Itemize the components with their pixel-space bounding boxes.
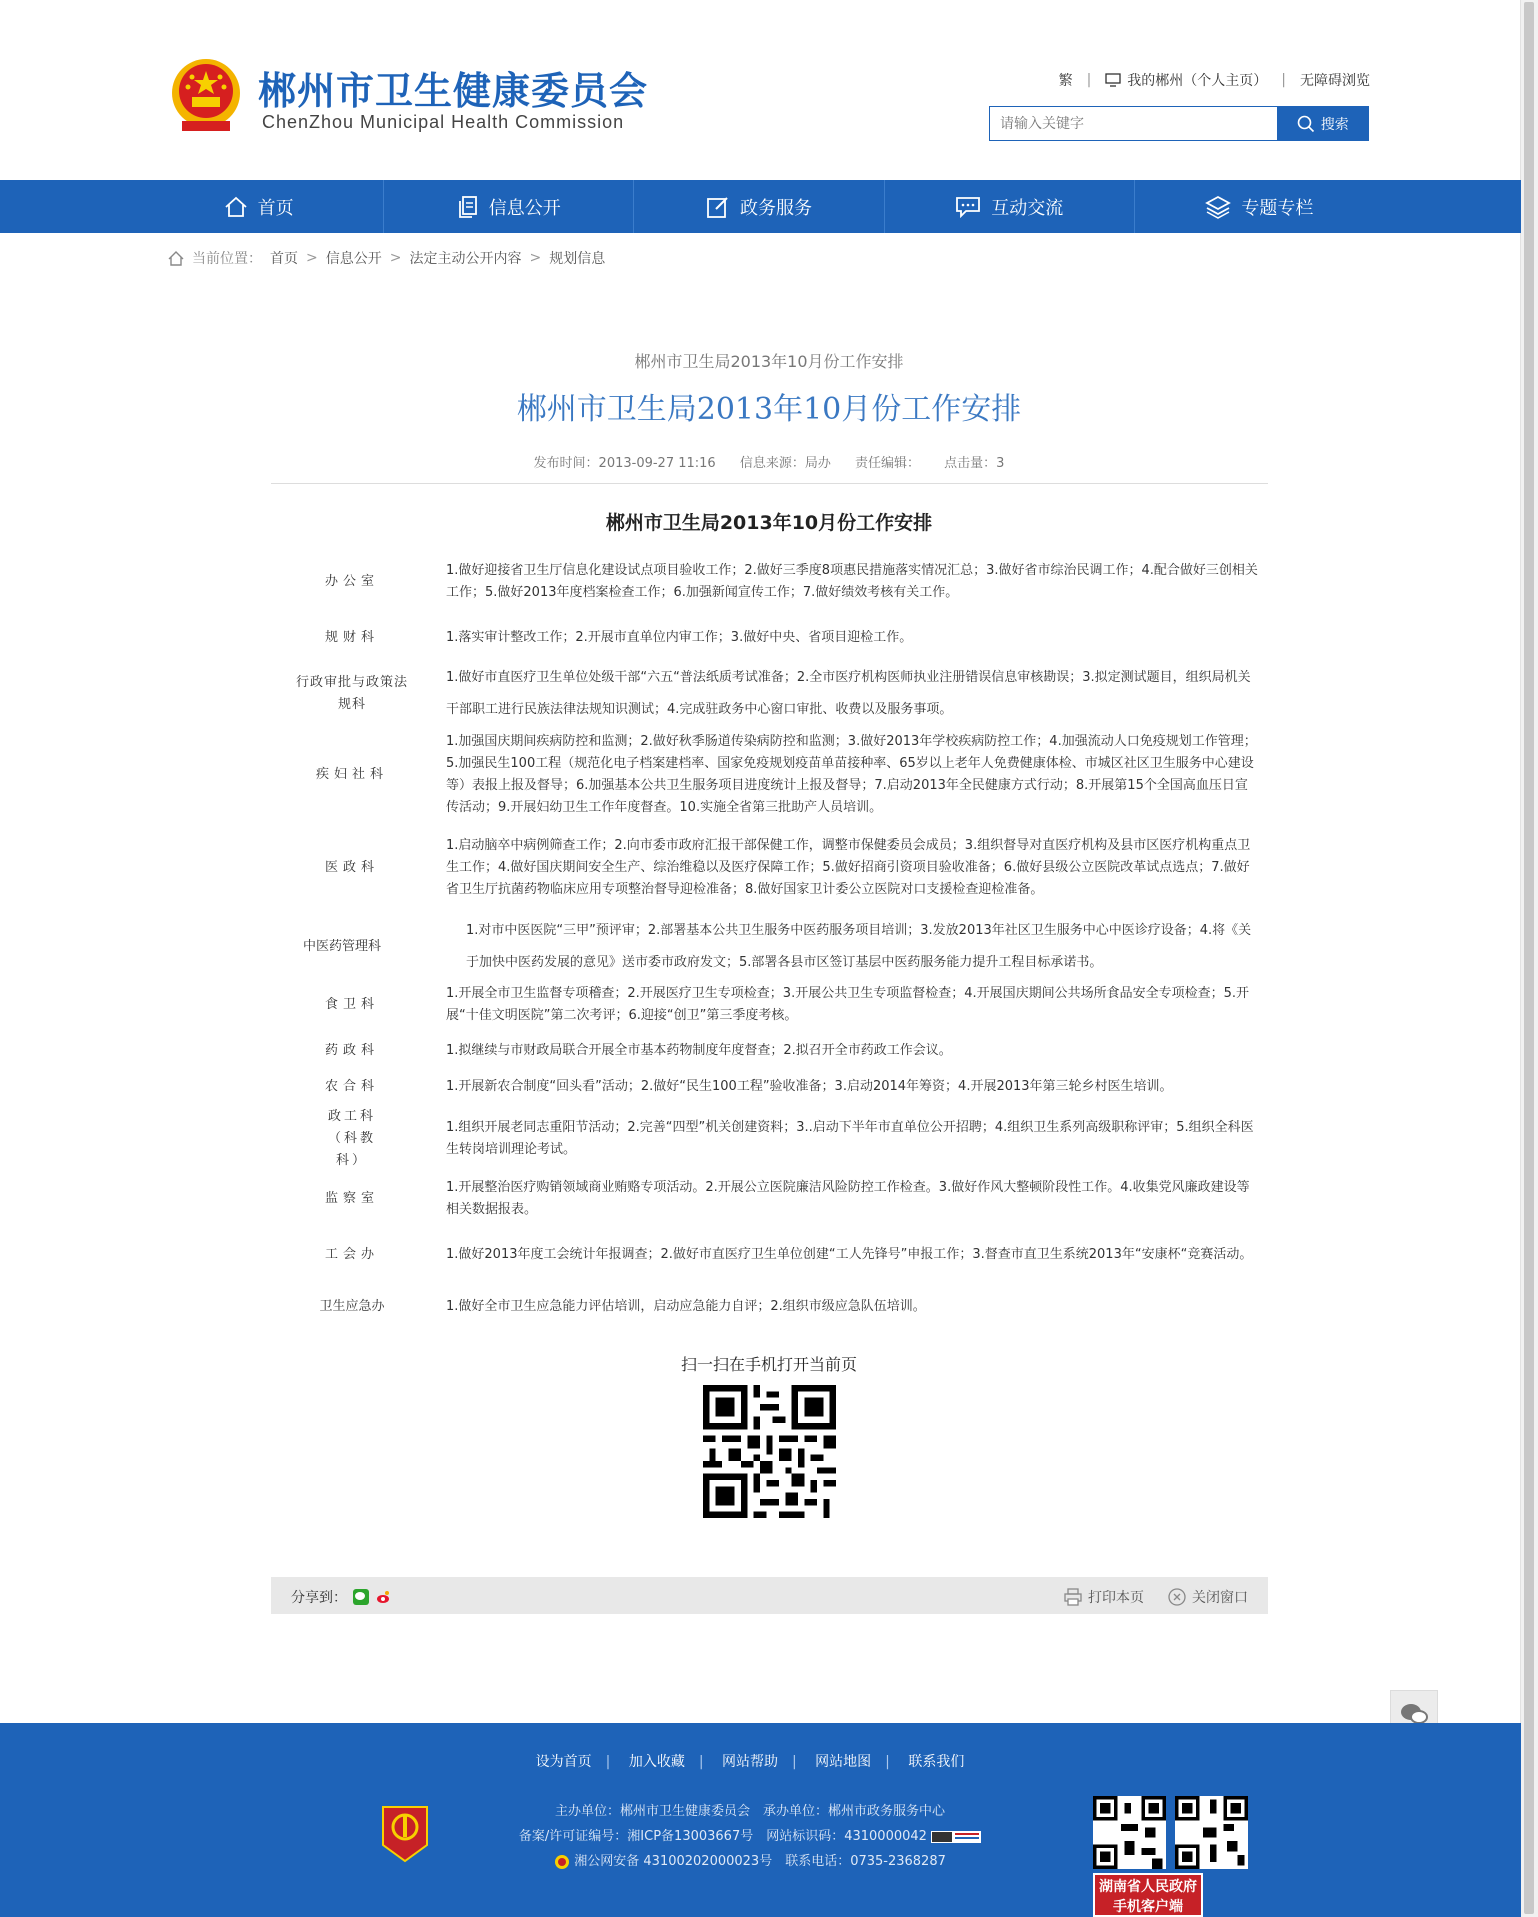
editor: 责任编辑： xyxy=(855,456,921,471)
department-name: 办公室 xyxy=(324,574,379,589)
chevron-right-icon: > xyxy=(389,250,402,266)
main-nav xyxy=(0,180,1521,233)
task-text: 1.组织开展老同志重阳节活动；2.完善“四型”机关创建资料；3..启动下半年市直单位公开招聘；4.组织卫生系列高级职称评审；5.组织全科医生转岗培训理论考试。 xyxy=(446,1120,1254,1157)
task-text: 1.启动脑卒中病例筛查工作；2.向市委市政府汇报干部保健工作，调整市保健委员会成员；3.组织督导对直医疗机构及县市区医疗机构重点卫生工作；4.做好国庆期间安全生产、综治维稳以及医疗保障工作；5.做好招商引资项目验收准备；6.做好县级公立医院改革试点选点；7.做好省卫生厅抗菌药物临床应用专项整治督导迎检准备；8.做好国家卫计委公立医院对口支援检查迎检准备。 xyxy=(446,838,1251,897)
task-text: 1.做好迎接省卫生厅信息化建设试点项目验收工作；2.做好三季度8项惠民措施落实情况汇总；3.做好省市综治民调工作；4.配合做好三创相关工作；5.做好2013年度档案检查工作；6.加强新闻宣传工作；7.做好绩效考核有关工作。 xyxy=(446,563,1258,600)
table-row xyxy=(280,1233,1260,1277)
info-source: 信息来源：局办 xyxy=(739,456,831,471)
table-row xyxy=(280,555,1260,609)
table-row xyxy=(280,621,1260,655)
department-name: 工会办 xyxy=(324,1247,379,1262)
footer-link[interactable]: 网站地图 xyxy=(815,1754,872,1770)
breadcrumb-item[interactable]: 法定主动公开内容 xyxy=(409,251,522,267)
monitor-icon xyxy=(1105,73,1121,87)
edit-icon xyxy=(706,195,730,219)
publish-time: 发布时间：2013-09-27 11:16 xyxy=(533,456,716,471)
nav-item-label: 互动交流 xyxy=(991,197,1064,219)
qr-code-icon xyxy=(703,1385,836,1518)
department-name: 规财科 xyxy=(324,630,379,645)
mobile-app-badge[interactable] xyxy=(1093,1873,1203,1917)
task-text: 1.做好全市卫生应急能力评估培训，启动应急能力自评；2.组织市级应急队伍培训。 xyxy=(446,1299,926,1314)
nav-item-label: 政务服务 xyxy=(740,197,812,219)
traditional-chinese-link[interactable]: 繁 xyxy=(1058,73,1073,89)
chevron-right-icon: > xyxy=(306,250,318,266)
accessibility-link[interactable]: 无障碍浏览 xyxy=(1300,73,1370,89)
scrollbar-thumb[interactable] xyxy=(1524,2,1534,1914)
article-title: 郴州市卫生局2013年10月份工作安排 xyxy=(516,392,1022,427)
breadcrumb-item[interactable]: 信息公开 xyxy=(325,251,382,267)
department-name: 农合科 xyxy=(324,1079,379,1094)
breadcrumb xyxy=(168,248,605,268)
close-icon xyxy=(1168,1588,1186,1606)
share-label: 分享到： xyxy=(291,1590,347,1606)
table-row xyxy=(280,1177,1260,1221)
table-row xyxy=(280,915,1260,979)
task-text: 1.对市中医医院“三甲”预评审；2.部署基本公共卫生服务中医药服务项目培训；3.发放2013年社区卫生服务中心中医诊疗设备；4.将《关于加快中医药发展的意见》送市委市政府发文；5.部署各县市区签订基层中医药服务能力提升工程目标承诺书。 xyxy=(466,923,1252,970)
site-name-english: ChenZhou Municipal Health Commission xyxy=(262,112,625,132)
table-row xyxy=(280,1039,1260,1063)
department-name: 卫生应急办 xyxy=(319,1299,385,1314)
nav-item-gov-services[interactable] xyxy=(634,180,884,233)
table-row xyxy=(280,1075,1260,1099)
footer-link[interactable]: 网站帮助 xyxy=(722,1754,778,1770)
weibo-share-icon[interactable] xyxy=(375,1589,391,1605)
printer-icon xyxy=(1064,1588,1082,1606)
divider xyxy=(271,483,1268,484)
nav-item-interaction[interactable] xyxy=(885,180,1135,233)
cnzz-stats-icon[interactable] xyxy=(931,1831,981,1843)
search-input[interactable] xyxy=(989,106,1277,141)
hit-count: 点击量：3 xyxy=(944,456,1005,471)
task-text: 1.做好2013年度工会统计年报调查；2.做好市直医疗卫生单位创建“工人先锋号”申报工作；3.督查市直卫生系统2013年“安康杯“竞赛活动。 xyxy=(446,1247,1253,1262)
app-label-line: 手机客户端 xyxy=(1113,1899,1183,1915)
site-footer xyxy=(0,1723,1521,1917)
police-badge-icon xyxy=(554,1854,570,1870)
search-button-label: 搜索 xyxy=(1320,116,1349,133)
task-text: 1.做好市直医疗卫生单位处级干部“六五“普法纸质考试准备；2.全市医疗机构医师执业注册错误信息审核勘误；3.拟定测试题目，组织局机关干部职工进行民族法律法规知识测试；4.完成驻政务中心窗口审批、收费以及服务事项。 xyxy=(446,670,1251,717)
site-header xyxy=(0,0,1521,180)
qr-title: 扫一扫在手机打开当前页 xyxy=(680,1355,857,1374)
footer-line: 备案/许可证编号：湘ICP备13003667号 网站标识码：4310000042 xyxy=(0,1824,1500,1849)
app-label-line: 湖南省人民政府 xyxy=(1099,1879,1197,1895)
vertical-scrollbar[interactable] xyxy=(1520,0,1538,1917)
chevron-right-icon: > xyxy=(529,250,542,266)
footer-line: 湘公网安备 43100202000023号 联系电话：0735-2368287 xyxy=(0,1849,1500,1874)
nav-item-label: 信息公开 xyxy=(488,197,561,219)
document-icon xyxy=(457,195,479,219)
department-name: 疾妇社科 xyxy=(315,767,388,782)
wechat-share-icon[interactable] xyxy=(353,1589,369,1605)
my-chenzhou-label: 我的郴州（个人主页） xyxy=(1127,73,1268,89)
footer-line: 主办单位：郴州市卫生健康委员会 承办单位：郴州市政务服务中心 xyxy=(554,1804,945,1819)
department-name: 中医药管理科 xyxy=(302,939,381,954)
qr-code-icon xyxy=(1175,1796,1248,1869)
task-text: 1.开展整治医疗购销领域商业贿赂专项活动。2.开展公立医院廉洁风险防控工作检查。3.做好作风大整顿阶段性工作。4.收集党风廉政建设等相关数据报表。 xyxy=(446,1180,1250,1217)
separator: | xyxy=(1281,72,1286,88)
article-inner-title: 郴州市卫生局2013年10月份工作安排 xyxy=(605,512,933,534)
search-icon xyxy=(1297,115,1315,133)
task-text: 1.加强国庆期间疾病防控和监测；2.做好秋季肠道传染病防控和监测；3.做好2013年学校疾病防控工作；4.加强流动人口免疫规划工作管理；5.加强民生100工程（规范化电子档案建档率、国家免疫规划疫苗单苗接种率、65岁以上老年人免费健康体检、市城区社区卫生服务中心建设等）表报上报及督导；6.加强基本公共卫生服务项目进度统计上报及督导；7.启动2013年全民健康方式行动；8.开展第15个全国高血压日宣传活动；9.开展妇幼卫生工作年度督查。10.实施全省第三批助产人员培训。 xyxy=(446,734,1257,815)
department-name: 政工科（科教科） xyxy=(327,1109,376,1168)
table-row xyxy=(280,1295,1260,1319)
search-bar xyxy=(989,106,1369,141)
breadcrumb-item[interactable]: 首页 xyxy=(270,251,298,267)
breadcrumb-item[interactable]: 规划信息 xyxy=(549,251,606,267)
department-name: 药政科 xyxy=(324,1043,379,1058)
my-chenzhou-link[interactable] xyxy=(1105,70,1267,90)
footer-link[interactable]: 设为首页 xyxy=(535,1754,592,1770)
table-row xyxy=(280,731,1260,819)
nav-item-label: 专题专栏 xyxy=(1241,197,1314,219)
close-window-label: 关闭窗口 xyxy=(1192,1590,1248,1606)
chat-icon xyxy=(955,196,981,218)
national-emblem-icon xyxy=(168,55,244,135)
qr-code-icon xyxy=(1093,1796,1166,1869)
department-name: 医政科 xyxy=(324,860,379,875)
task-text: 1.拟继续与市财政局联合开展全市基本药物制度年度督查；2.拟召开全市药政工作会议。 xyxy=(446,1043,952,1058)
table-row xyxy=(280,1109,1260,1168)
table-row xyxy=(280,983,1260,1027)
search-button[interactable] xyxy=(1277,106,1369,141)
home-icon xyxy=(224,196,248,218)
nav-item-info-disclosure[interactable] xyxy=(384,180,634,233)
home-icon xyxy=(168,251,184,266)
article-meta xyxy=(0,452,1538,471)
footer-link[interactable]: 联系我们 xyxy=(908,1754,965,1770)
table-row xyxy=(280,835,1260,901)
task-text: 1.开展全市卫生监督专项稽查；2.开展医疗卫生专项检查；3.开展公共卫生专项监督检查；4.开展国庆期间公共场所食品安全专项检查；5.开展“十佳文明医院”第二次考评；6.迎接“创卫”第三季度考核。 xyxy=(446,986,1250,1023)
nav-item-special-topics[interactable] xyxy=(1135,180,1384,233)
department-name: 行政审批与政策法规科 xyxy=(296,675,409,712)
site-name[interactable]: 郴州市卫生健康委员会 xyxy=(258,69,649,113)
task-text: 1.落实审计整改工作；2.开展市直单位内审工作；3.做好中央、省项目迎检工作。 xyxy=(446,630,913,645)
nav-item-home[interactable] xyxy=(134,180,384,233)
table-row xyxy=(280,663,1260,725)
layers-icon xyxy=(1205,195,1231,219)
footer-link[interactable]: 加入收藏 xyxy=(628,1754,685,1770)
top-links xyxy=(1059,70,1370,90)
department-task-table xyxy=(280,555,1260,1319)
print-label: 打印本页 xyxy=(1088,1590,1144,1606)
close-window-button[interactable] xyxy=(1168,1587,1248,1607)
print-button[interactable] xyxy=(1064,1587,1144,1607)
nav-item-label: 首页 xyxy=(257,197,294,219)
article-subtitle: 郴州市卫生局2013年10月份工作安排 xyxy=(634,352,904,371)
department-name: 食卫科 xyxy=(324,997,379,1012)
separator: | xyxy=(1086,72,1092,88)
task-text: 1.开展新农合制度“回头看”活动；2.做好“民生100工程”验收准备；3.启动2014年筹资；4.开展2013年第三轮乡村医生培训。 xyxy=(446,1079,1173,1094)
footer-links: 设为首页 | 加入收藏 | 网站帮助 | 网站地图 | 联系我们 xyxy=(535,1754,965,1770)
share-bar xyxy=(271,1577,1268,1614)
footer-info xyxy=(0,1799,1500,1874)
department-name: 监察室 xyxy=(324,1191,379,1206)
breadcrumb-prefix: 当前位置： xyxy=(192,251,262,267)
